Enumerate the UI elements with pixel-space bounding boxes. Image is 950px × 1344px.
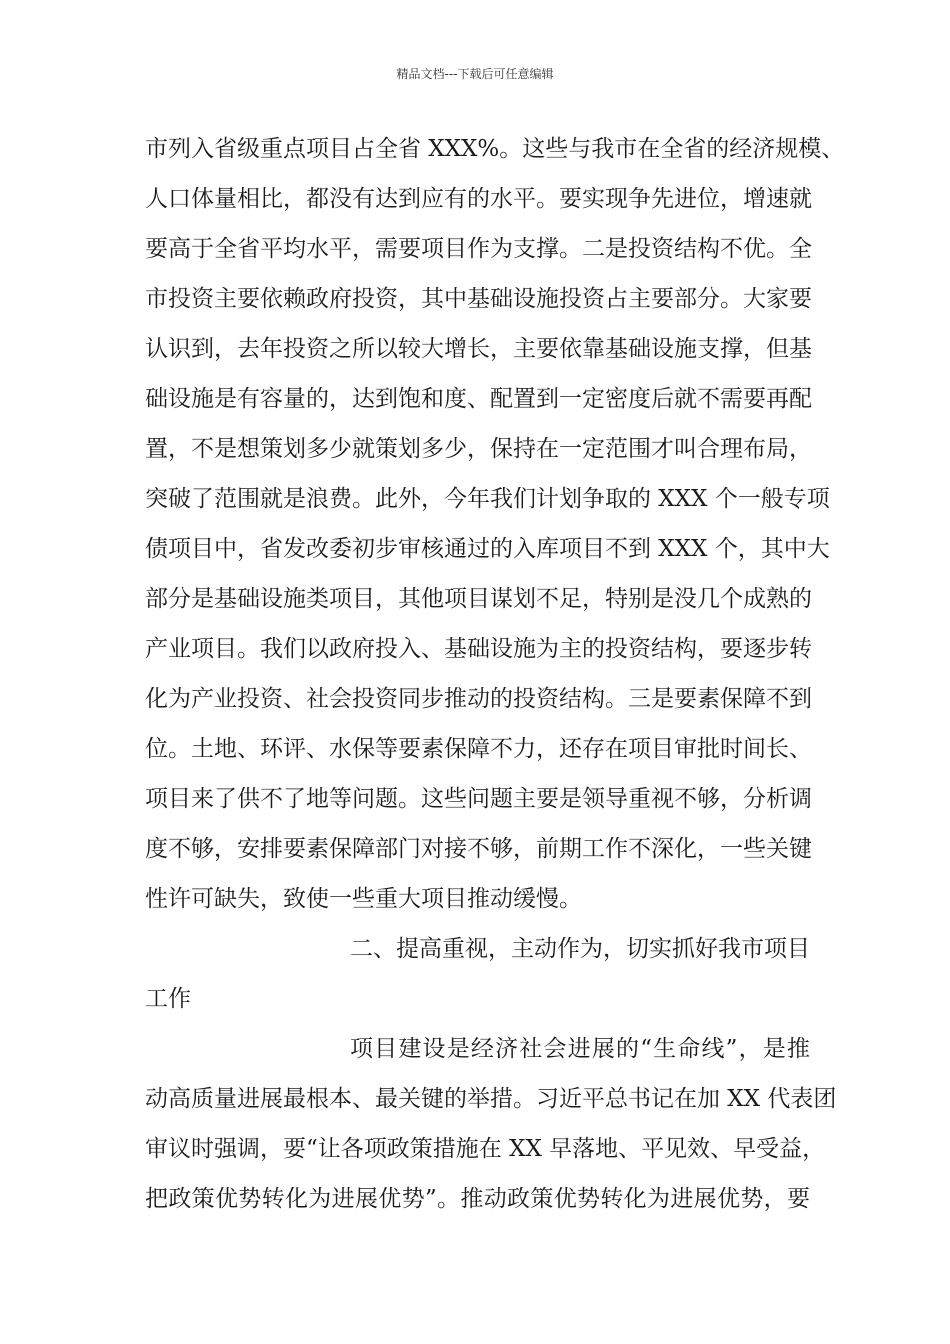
text-line: 把政策优势转化为进展优势”。推动政策优势转化为进展优势，要 bbox=[145, 1186, 810, 1212]
text-line: 项目来了供不了地等问题。这些问题主要是领导重视不够，分析调 bbox=[145, 786, 812, 812]
text-line: 置，不是想策划多少就策划多少，保持在一定范围才叫合理布局， bbox=[145, 436, 812, 462]
page-header: 精品文档---下载后可任意编辑 bbox=[396, 67, 554, 81]
text-line: 突破了范围就是浪费。此外，今年我们计划争取的 XXX 个一般专项 bbox=[145, 486, 830, 512]
text-line: 动高质量进展最根本、最关键的举措。习近平总书记在加 XX 代表团 bbox=[145, 1086, 837, 1112]
text-line: 础设施是有容量的，达到饱和度、配置到一定密度后就不需要再配 bbox=[145, 386, 812, 412]
text-line: 市投资主要依赖政府投资，其中基础设施投资占主要部分。大家要 bbox=[145, 286, 812, 312]
text-line: 人口体量相比，都没有达到应有的水平。要实现争先进位，增速就 bbox=[145, 186, 812, 212]
paragraph-first-line: 项目建设是经济社会进展的“生命线”，是推 bbox=[350, 1036, 810, 1062]
text-line: 审议时强调，要“让各项政策措施在 XX 早落地、平见效、早受益， bbox=[145, 1136, 826, 1162]
text-line: 位。土地、环评、水保等要素保障不力，还存在项目审批时间长、 bbox=[145, 736, 812, 762]
section-heading-continued: 工作 bbox=[145, 986, 191, 1012]
text-line: 度不够，安排要素保障部门对接不够，前期工作不深化，一些关键 bbox=[145, 836, 812, 862]
text-line: 部分是基础设施类项目，其他项目谋划不足，特别是没几个成熟的 bbox=[145, 586, 812, 612]
text-line: 化为产业投资、社会投资同步推动的投资结构。三是要素保障不到 bbox=[145, 686, 812, 712]
text-line: 市列入省级重点项目占全省 XXX%。这些与我市在全省的经济规模、 bbox=[145, 136, 845, 162]
text-line: 产业项目。我们以政府投入、基础设施为主的投资结构，要逐步转 bbox=[145, 636, 812, 662]
text-line: 债项目中，省发改委初步审核通过的入库项目不到 XXX 个，其中大 bbox=[145, 536, 830, 562]
section-heading: 二、提高重视，主动作为，切实抓好我市项目 bbox=[350, 936, 810, 962]
text-line: 性许可缺失，致使一些重大项目推动缓慢。 bbox=[145, 886, 582, 912]
text-line: 要高于全省平均水平，需要项目作为支撑。二是投资结构不优。全 bbox=[145, 236, 812, 262]
text-line: 认识到，去年投资之所以较大增长，主要依靠基础设施支撑，但基 bbox=[145, 336, 812, 362]
document-body bbox=[145, 124, 845, 1224]
